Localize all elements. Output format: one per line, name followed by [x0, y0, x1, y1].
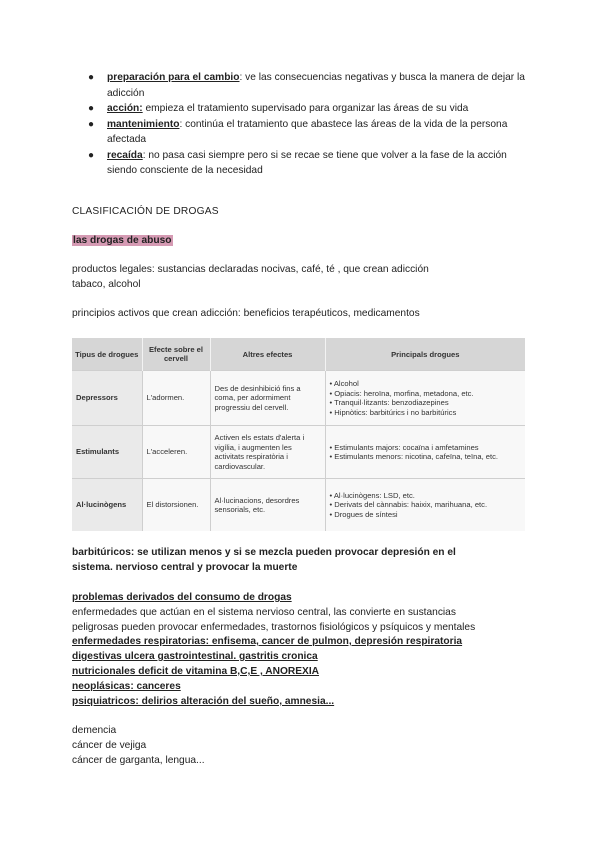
drug-entry: • Estimulants majors: cocaïna i amfetamines [329, 442, 479, 452]
stages-list [88, 70, 533, 179]
active-principles: principios activos que crean adicción: beneficios terapéuticos, medicamentos [72, 308, 420, 319]
table-row [72, 371, 525, 426]
stage-text: : continúa el tratamiento que abastece las áreas de la vida de la persona afectada [107, 118, 508, 145]
drug-entry: • Alcohol [329, 379, 359, 388]
list-item [88, 148, 533, 179]
main-drugs-cell [325, 371, 525, 426]
drug-entry: • Drogues de síntesi [329, 509, 398, 519]
column-header: Principals drogues [325, 338, 525, 371]
stage-term: mantenimiento [107, 118, 180, 130]
table-row [72, 479, 525, 532]
stage-term: recaída [107, 149, 143, 161]
bullet-icon: ● [88, 118, 95, 130]
problem-item: enfermedades respiratorias: enfisema, cancer de pulmon, depresión respiratoria [72, 636, 463, 647]
main-drugs-cell [325, 479, 525, 532]
drug-entry: • Al·lucinògens: LSD, etc. [329, 490, 415, 500]
brain-effect-cell: El distorsionen. [142, 479, 210, 532]
bullet-icon: ● [88, 103, 95, 114]
brain-effect-cell: L'acceleren. [142, 426, 210, 479]
problems-intro-line-2: peligrosas pueden provocar enfermedades, trastornos fisiológicos y psíquicos y mentales [72, 622, 476, 633]
final-list-item: cáncer de vejiga [72, 740, 147, 751]
list-item [88, 101, 533, 117]
other-effects-cell: Activen els estats d'alerta i vigília, i augmenten les activitats respiratòria i cardiovascular. [210, 426, 325, 479]
stage-term: preparación para el cambio [107, 72, 240, 83]
legal-products-line-2: tabaco, alcohol [72, 279, 141, 290]
problem-item: psiquiatricos: delirios alteración del sueño, amnesia... [72, 696, 335, 707]
column-header: Efecte sobre el cervell [142, 338, 210, 371]
problem-item: digestivas ulcera gastrointestinal. gastritis cronica [72, 651, 318, 662]
problems-title: problemas derivados del consumo de drogas [72, 592, 292, 603]
barbiturics-line-2: sistema. nervioso central y provocar la muerte [72, 562, 298, 573]
stage-text: empieza el tratamiento supervisado para organizar las áreas de su vida [142, 103, 469, 114]
barbiturics-line-1: barbitúricos: se utilizan menos y si se mezcla pueden provocar depresión en el [72, 547, 456, 558]
bullet-icon: ● [88, 72, 95, 83]
drug-type-cell: Estimulants [72, 426, 142, 479]
column-header: Tipus de drogues [72, 338, 142, 371]
main-drugs-cell [325, 426, 525, 479]
drug-types-table [72, 338, 525, 526]
problem-item: neoplásicas: canceres [72, 681, 181, 692]
section-title: CLASIFICACIÓN DE DROGAS [72, 206, 219, 217]
stage-term: acción: [107, 103, 143, 114]
bullet-icon: ● [88, 149, 95, 161]
legal-products-line-1: productos legales: sustancias declaradas nocivas, café, té , que crean adicción [72, 264, 429, 275]
other-effects-cell: Al·lucinacions, desordres sensorials, etc. [210, 479, 325, 532]
drug-entry: • Estimulants menors: nicotina, cafeïna, teïna, etc. [329, 452, 499, 461]
drug-type-cell: Al·lucinògens [72, 479, 142, 532]
brain-effect-cell: L'adormen. [142, 371, 210, 426]
drug-entry: • Tranquil·litzants: benzodiazepines [329, 398, 449, 407]
stage-text: : no pasa casi siempre pero si se recae se tiene que volver a la fase de la acción siendo consciente de la necesidad [107, 149, 507, 176]
list-item [88, 117, 533, 148]
other-effects-cell: Des de desinhibició fins a coma, per adormiment progressiu del cervell. [210, 371, 325, 426]
drug-type-cell: Depressors [72, 371, 142, 426]
table-row [72, 426, 525, 479]
problem-item: nutricionales deficit de vitamina B,C,E , ANOREXIA [72, 666, 320, 677]
highlight-heading [72, 233, 173, 249]
drug-entry: • Derivats del cànnabis: haixix, marihuana, etc. [329, 500, 488, 510]
list-item [88, 70, 533, 101]
column-header: Altres efectes [210, 338, 325, 371]
highlight-title: las drogas de abuso [73, 235, 172, 246]
final-list-item: cáncer de garganta, lengua... [72, 755, 205, 766]
final-list-item: demencia [72, 725, 117, 736]
table-header-row [72, 338, 525, 371]
drug-entry: • Hipnòtics: barbitúrics i no barbitúrics [329, 407, 457, 417]
stage-text: : ve las consecuencias negativas y busca la manera de dejar la adicción [107, 72, 525, 99]
drug-entry: • Opiacis: heroïna, morfina, metadona, etc. [329, 388, 474, 398]
problems-intro-line-1: enfermedades que actúan en el sistema nervioso central, las convierte en sustancias [72, 607, 456, 618]
